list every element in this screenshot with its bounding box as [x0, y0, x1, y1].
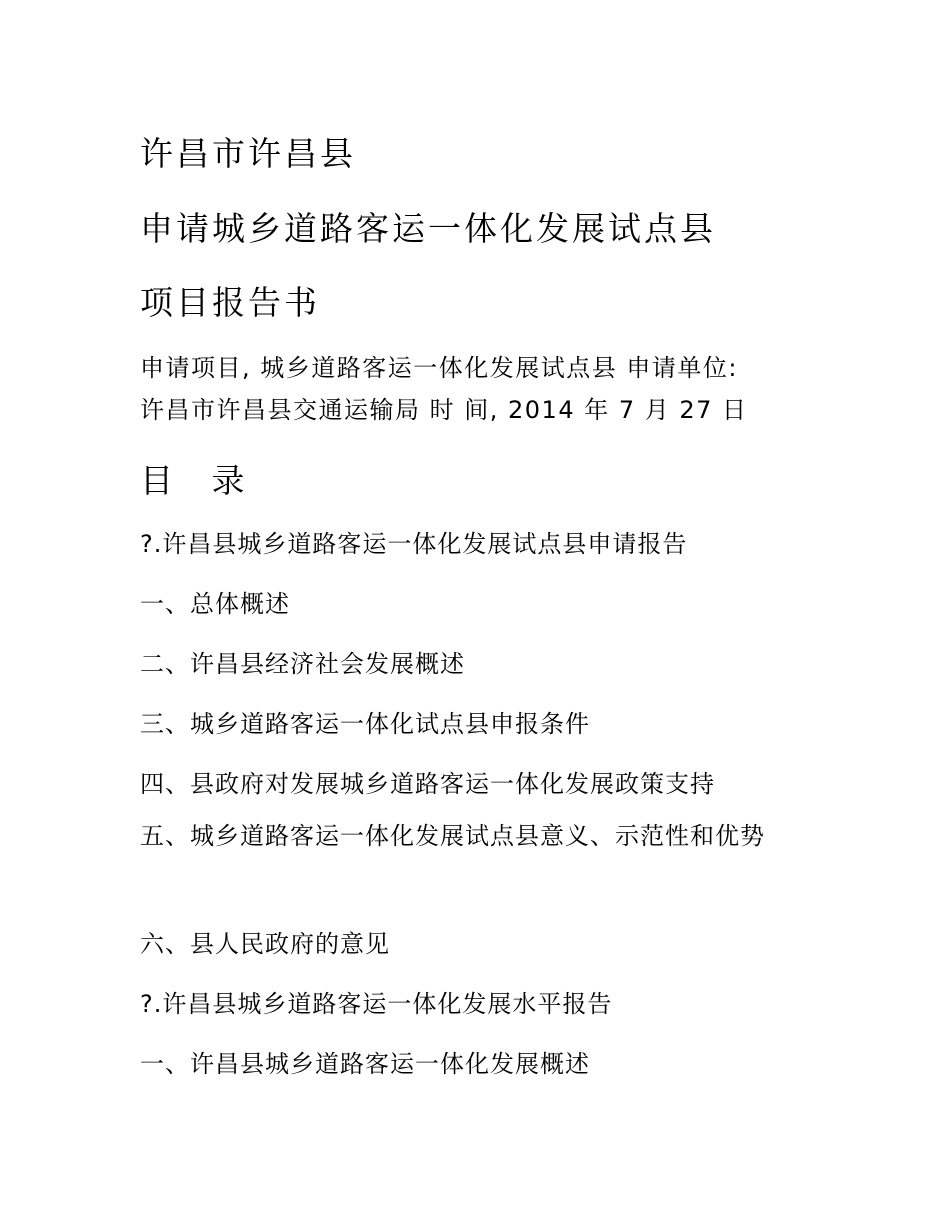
toc-item: 一、总体概述	[140, 590, 290, 618]
toc-item: ?.许昌县城乡道路客运一体化发展试点县申请报告	[140, 530, 688, 558]
toc-item: 一、许昌县城乡道路客运一体化发展概述	[140, 1050, 590, 1078]
toc-item: 三、城乡道路客运一体化试点县申报条件	[140, 710, 590, 738]
application-info-line-2: 许昌市许昌县交通运输局 时 间, 2014 年 7 月 27 日	[140, 396, 748, 424]
title-line-2: 申请城乡道路客运一体化发展试点县	[140, 209, 716, 248]
application-info-line-1: 申请项目, 城乡道路客运一体化发展试点县 申请单位:	[140, 354, 738, 382]
title-line-3: 项目报告书	[140, 283, 320, 322]
toc-item: 五、城乡道路客运一体化发展试点县意义、示范性和优势	[140, 822, 765, 850]
title-line-1: 许昌市许昌县	[140, 134, 356, 173]
toc-item: ?.许昌县城乡道路客运一体化发展水平报告	[140, 990, 613, 1018]
toc-heading: 目 录	[140, 461, 259, 500]
toc-item: 四、县政府对发展城乡道路客运一体化发展政策支持	[140, 770, 715, 798]
toc-item: 二、许昌县经济社会发展概述	[140, 650, 465, 678]
toc-item: 六、县人民政府的意见	[140, 930, 390, 958]
